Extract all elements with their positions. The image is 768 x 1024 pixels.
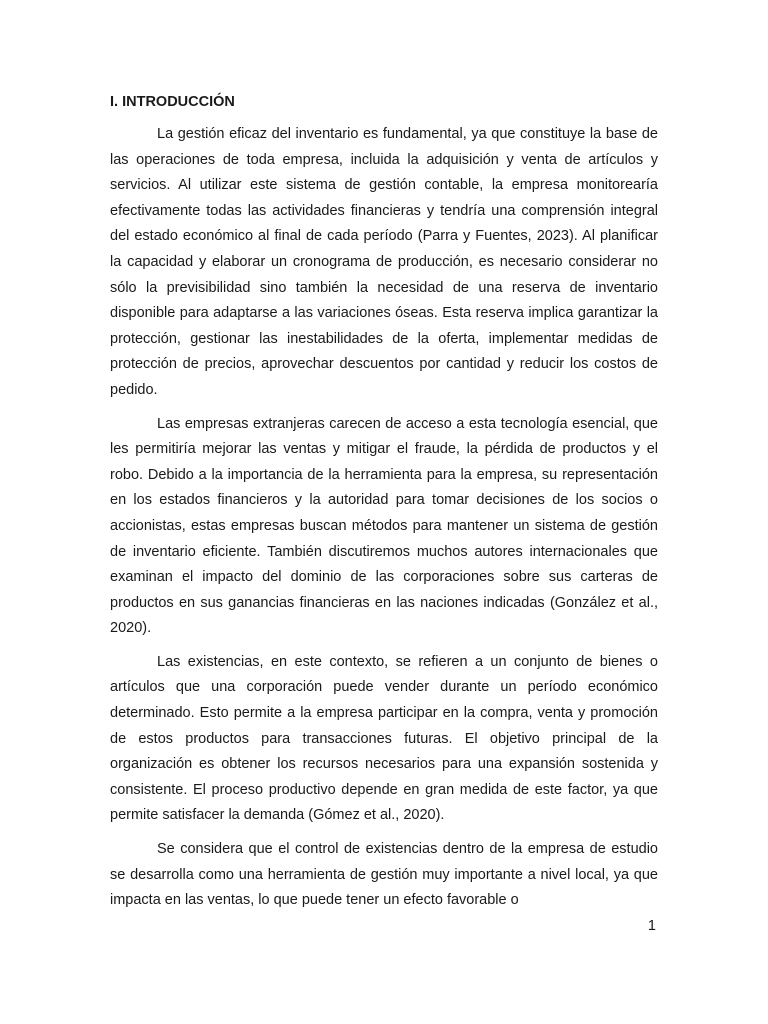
paragraph-3: Las existencias, en este contexto, se refieren a un conjunto de bienes o artículos que una corporación puede vender durante un período económico determinado. Esto permite a la empresa participar en la compra, venta y promoción de estos productos para transacciones futuras. El objetivo principal de la organización es obtener los recursos necesarios para una expansión sostenida y consistente. El proceso productivo depende en gran medida de este factor, ya que permite satisfacer la demanda (Gómez et al., 2020).: [110, 653, 658, 824]
paragraph-1: La gestión eficaz del inventario es fundamental, ya que constituye la base de las operaciones de toda empresa, incluida la adquisición y venta de artículos y servicios. Al utilizar este sistema de gestión contable, la empresa monitorearía efectivamente todas las actividades financieras y tendría una comprensión integral del estado económico al final de cada período (Parra y Fuentes, 2023). Al planificar la capacidad y elaborar un cronograma de producción, es necesario considerar no sólo la previsibilidad sino también la necesidad de una reserva de inventario disponible para adaptarse a las variaciones óseas. Esta reserva implica garantizar la protección, gestionar las inestabilidades de la oferta, implementar medidas de protección de precios, aprovechar descuentos por cantidad y reducir los costos de pedido.: [110, 126, 658, 398]
paragraph-2: Las empresas extranjeras carecen de acceso a esta tecnología esencial, que les permitiría mejorar las ventas y mitigar el fraude, la pérdida de productos y el robo. Debido a la importancia de la herramienta para la empresa, su representación en los estados financieros y la autoridad para tomar decisiones de los socios o accionistas, estas empresas buscan métodos para mantener un sistema de gestión de inventario eficiente. También discutiremos muchos autores internacionales que examinan el impacto del dominio de las corporaciones sobre sus carteras de productos en sus ganancias financieras en las naciones indicadas (González et al., 2020).: [110, 415, 658, 637]
section-heading: I. INTRODUCCIÓN: [110, 94, 235, 110]
paragraph-4: Se considera que el control de existencias dentro de la empresa de estudio se desarrolla como una herramienta de gestión muy importante a nivel local, ya que impacta en las ventas, lo que puede tener un efecto favorable o: [110, 841, 658, 909]
page-number: 1: [647, 918, 656, 934]
page-content: [110, 91, 658, 922]
